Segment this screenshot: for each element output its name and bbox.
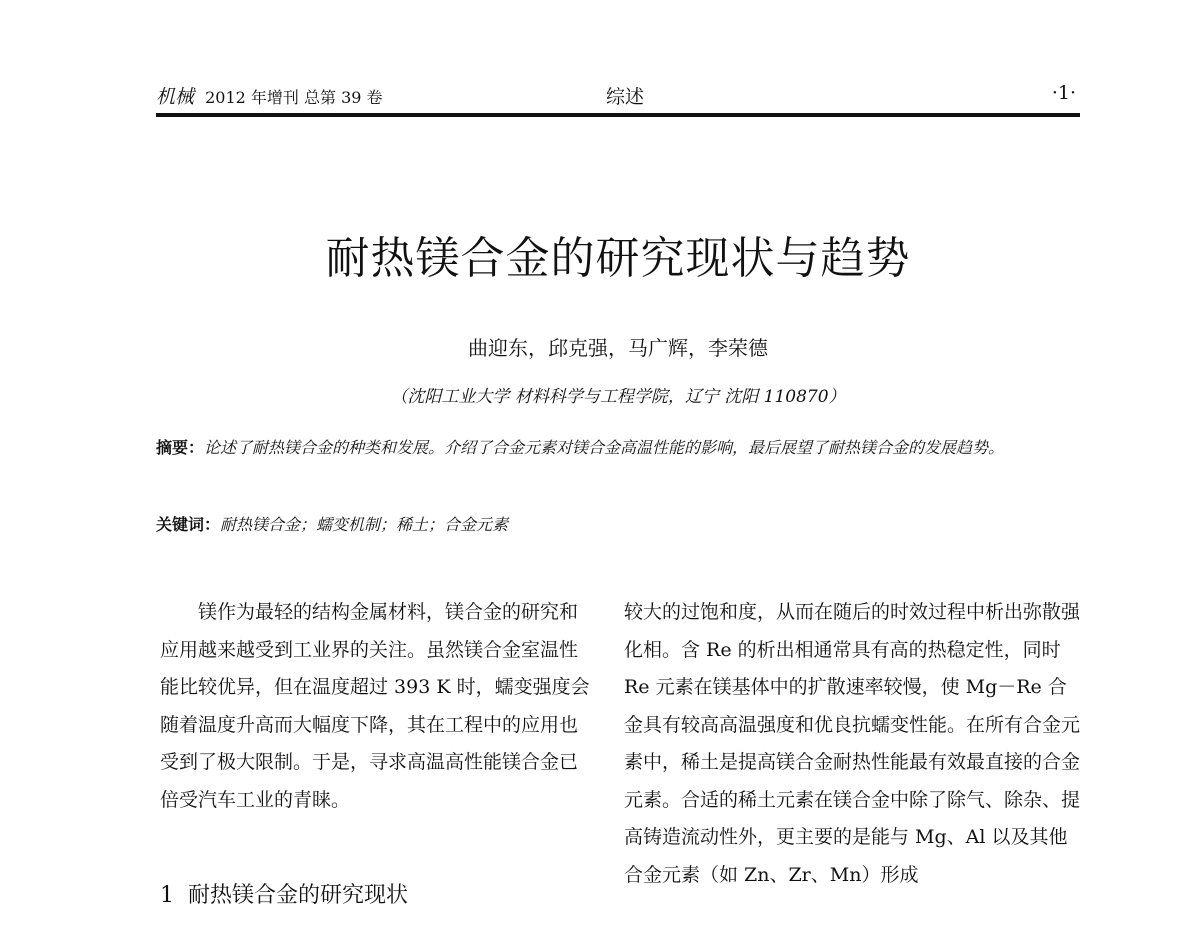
journal-info <box>156 82 383 109</box>
running-header <box>156 82 1080 110</box>
section-title: 耐热镁合金的研究现状 <box>188 883 409 908</box>
author-list: 曲迎东，邱克强，马广辉，李荣德 <box>468 336 768 360</box>
paper-title: 耐热镁合金的研究现状与趋势 <box>325 233 911 284</box>
affiliation: （沈阳工业大学 材料科学与工程学院，辽宁 沈阳 110870） <box>390 387 846 407</box>
body-paragraph-left: 镁作为最轻的结构金属材料，镁合金的研究和应用越来越受到工业界的关注。虽然镁合金室温性能比较优异，但在温度超过 393 K 时，蠕变强度会随着温度升高而大幅度下降，其在工程中的应用也受到了极大限制。于是，寻求高温高性能镁合金已倍受汽车工业的青睐。 <box>160 601 590 811</box>
section-heading <box>160 878 408 909</box>
journal-name: 机械 <box>156 86 195 108</box>
abstract-label: 摘要： <box>156 438 205 457</box>
abstract-text: 论述了耐热镁合金的种类和发展。介绍了合金元素对镁合金高温性能的影响，最后展望了耐热镁合金的发展趋势。 <box>204 438 1005 457</box>
keywords <box>156 512 1080 535</box>
keywords-text: 耐热镁合金；蠕变机制；稀土；合金元素 <box>220 515 509 534</box>
section-number: 1 <box>160 883 174 908</box>
keywords-label: 关键词： <box>156 515 221 534</box>
abstract <box>156 432 1080 464</box>
page-number: ·1· <box>1051 82 1076 104</box>
body-paragraph-right: 较大的过饱和度，从而在随后的时效过程中析出弥散强化相。含 Re 的析出相通常具有高的热稳定性，同时 Re 元素在镁基体中的扩散速率较慢，使 Mg－Re 合金具有较高高温强度和优良抗蠕变性能。在所有合金元素中，稀土是提高镁合金耐热性能最有效最直接的合金元素。合适的稀土元素在镁合金中除了除气、除杂、提高铸造流动性外，更主要的是能与 Mg、Al 以及其他合金元素（如 Zn、Zr、Mn）形成 <box>624 601 1080 886</box>
section-label: 综述 <box>606 86 645 108</box>
header-rule <box>156 113 1080 117</box>
issue-info: 2012 年增刊 总第 39 卷 <box>205 88 383 107</box>
